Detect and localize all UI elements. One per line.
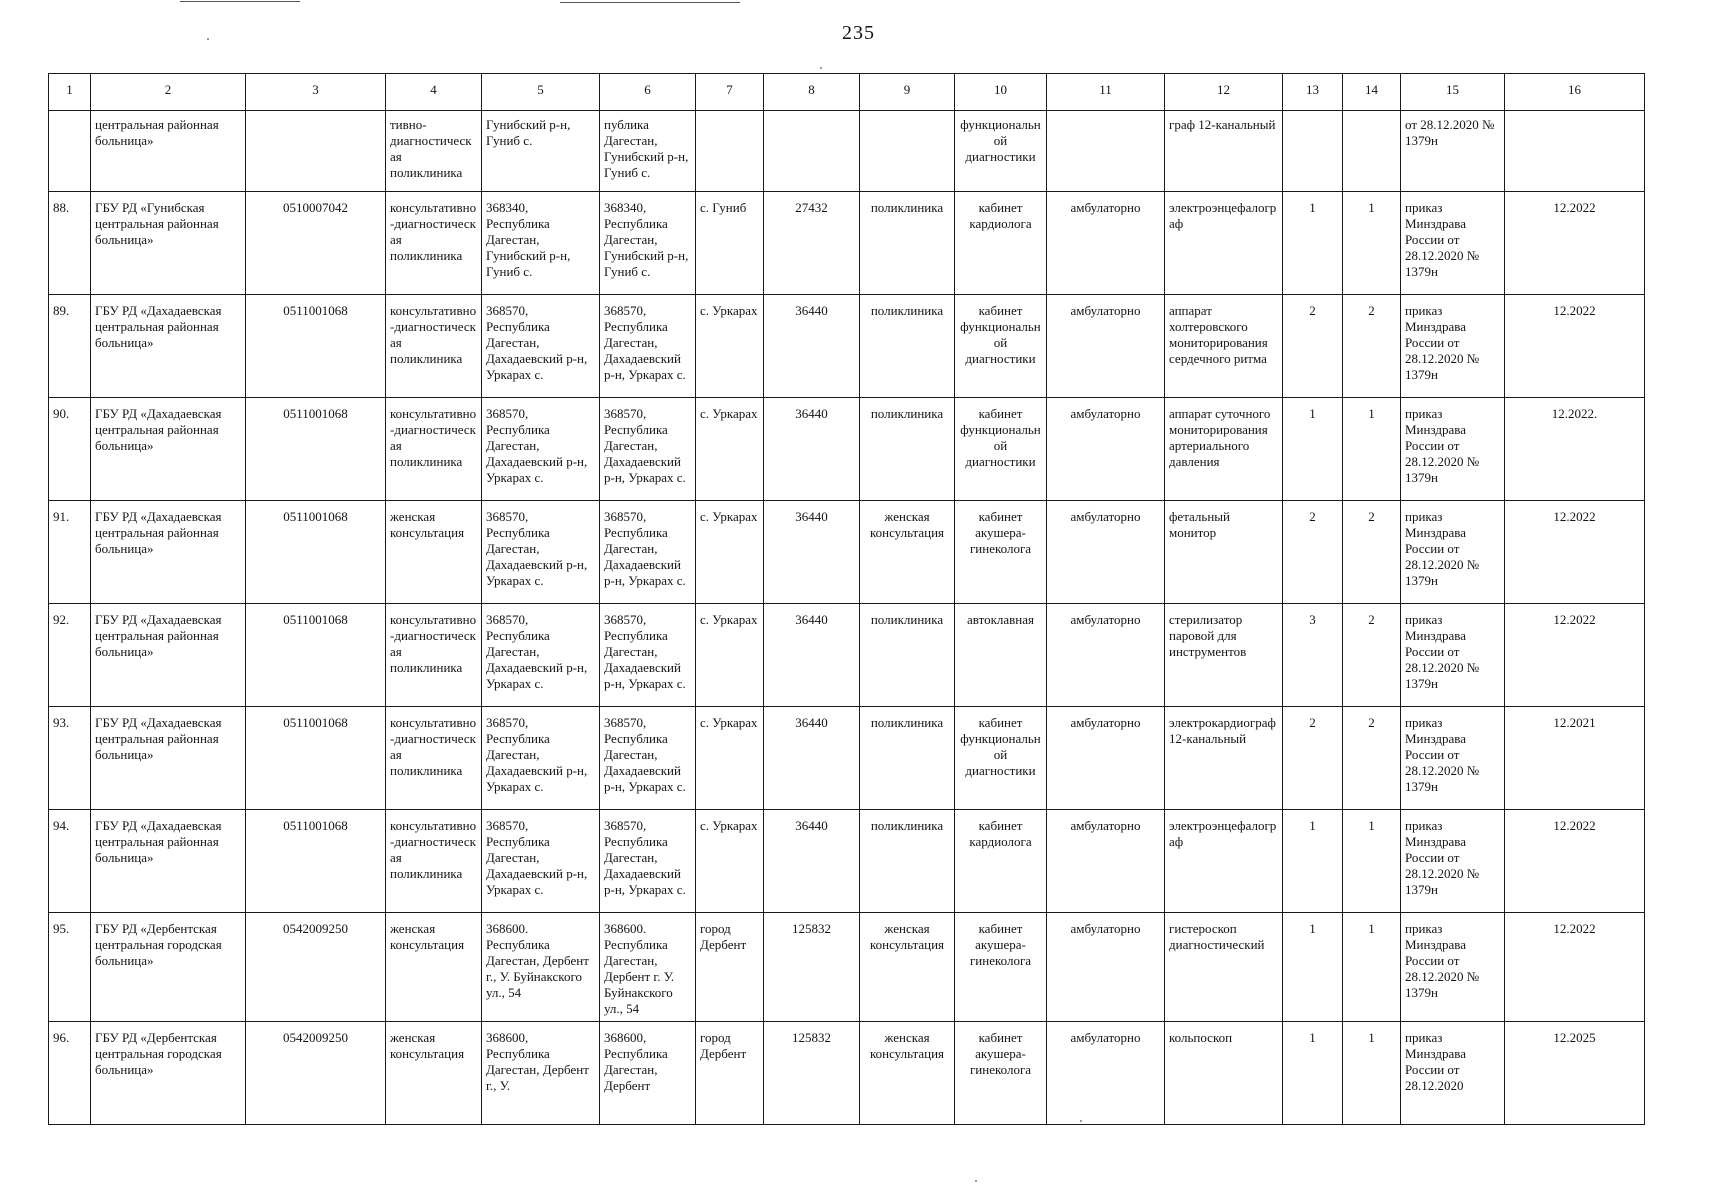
cell-department-type: женская консультация bbox=[860, 913, 955, 1022]
table-row bbox=[49, 295, 1645, 398]
scan-speck bbox=[207, 38, 209, 40]
cell-quantity-plan: 1 bbox=[1343, 398, 1401, 501]
cell-quantity-plan: 1 bbox=[1343, 192, 1401, 295]
cell-organization: ГБУ РД «Дахадаевская центральная районная больница» bbox=[91, 501, 246, 604]
cell-legal-address: 368570, Республика Дагестан, Дахадаевский р-н, Уркарах с. bbox=[482, 398, 600, 501]
table-row bbox=[49, 192, 1645, 295]
cell-department-type: поликлиника bbox=[860, 192, 955, 295]
cell-population: 125832 bbox=[764, 913, 860, 1022]
cell-equipment: электроэнцефалограф bbox=[1165, 192, 1283, 295]
cell-quantity-need: 2 bbox=[1283, 295, 1343, 398]
cell-organization: ГБУ РД «Дербентская центральная городская больница» bbox=[91, 913, 246, 1022]
cell-code: 0511001068 bbox=[246, 604, 386, 707]
cell-equipment: фетальный монитор bbox=[1165, 501, 1283, 604]
cell-department-type: поликлиника bbox=[860, 398, 955, 501]
cell-locality: с. Уркарах bbox=[696, 707, 764, 810]
column-number: 16 bbox=[1505, 74, 1645, 111]
page-number: 235 bbox=[842, 22, 875, 44]
column-number: 3 bbox=[246, 74, 386, 111]
cell-room: кабинет акушера-гинеколога bbox=[955, 1022, 1047, 1125]
cell-room: кабинет кардиолога bbox=[955, 192, 1047, 295]
cell-quantity-plan: 2 bbox=[1343, 295, 1401, 398]
cell-quantity-plan: 1 bbox=[1343, 810, 1401, 913]
cell-number bbox=[49, 111, 91, 192]
column-number: 1 bbox=[49, 74, 91, 111]
column-number: 4 bbox=[386, 74, 482, 111]
cell-organization: центральная районная больница» bbox=[91, 111, 246, 192]
cell-room: кабинет акушера-гинеколога bbox=[955, 913, 1047, 1022]
table-row bbox=[49, 1022, 1645, 1125]
column-number: 7 bbox=[696, 74, 764, 111]
cell-date: 12.2022 bbox=[1505, 192, 1645, 295]
cell-equipment: кольпоскоп bbox=[1165, 1022, 1283, 1125]
cell-date: 12.2022 bbox=[1505, 604, 1645, 707]
cell-locality: с. Уркарах bbox=[696, 810, 764, 913]
cell-code: 0542009250 bbox=[246, 913, 386, 1022]
table-row bbox=[49, 913, 1645, 1022]
cell-department-type: поликлиника bbox=[860, 810, 955, 913]
cell-quantity-need: 1 bbox=[1283, 810, 1343, 913]
cell-actual-address: публика Дагестан, Гунибский р-н, Гуниб с. bbox=[600, 111, 696, 192]
column-number: 14 bbox=[1343, 74, 1401, 111]
cell-actual-address: 368570, Республика Дагестан, Дахадаевский р-н, Уркарах с. bbox=[600, 295, 696, 398]
cell-population: 36440 bbox=[764, 501, 860, 604]
cell-basis: приказ Минздрава России от 28.12.2020 № 1379н bbox=[1401, 295, 1505, 398]
cell-organization: ГБУ РД «Дахадаевская центральная районная больница» bbox=[91, 398, 246, 501]
cell-basis: приказ Минздрава России от 28.12.2020 № 1379н bbox=[1401, 604, 1505, 707]
cell-locality: с. Уркарах bbox=[696, 295, 764, 398]
cell-equipment: стерилизатор паровой для инструментов bbox=[1165, 604, 1283, 707]
cell-actual-address: 368570, Республика Дагестан, Дахадаевский р-н, Уркарах с. bbox=[600, 810, 696, 913]
table-row bbox=[49, 810, 1645, 913]
cell-population: 27432 bbox=[764, 192, 860, 295]
cell-quantity-need: 1 bbox=[1283, 398, 1343, 501]
cell-department-type: женская консультация bbox=[860, 501, 955, 604]
cell-organization: ГБУ РД «Дахадаевская центральная районная больница» bbox=[91, 707, 246, 810]
cell-actual-address: 368570, Республика Дагестан, Дахадаевский р-н, Уркарах с. bbox=[600, 604, 696, 707]
cell-quantity-need: 2 bbox=[1283, 501, 1343, 604]
cell-number: 90. bbox=[49, 398, 91, 501]
cell-legal-address: 368570, Республика Дагестан, Дахадаевский р-н, Уркарах с. bbox=[482, 810, 600, 913]
cell-unit: женская консультация bbox=[386, 913, 482, 1022]
cell-unit: консультативно-диагностическая поликлиника bbox=[386, 810, 482, 913]
cell-locality: город Дербент bbox=[696, 1022, 764, 1125]
cell-care-form: амбулаторно bbox=[1047, 810, 1165, 913]
cell-quantity-need: 1 bbox=[1283, 192, 1343, 295]
cell-actual-address: 368600. Республика Дагестан, Дербент г. У. Буйнакского ул., 54 bbox=[600, 913, 696, 1022]
column-number: 9 bbox=[860, 74, 955, 111]
cell-quantity-plan bbox=[1343, 111, 1401, 192]
cell-basis: приказ Минздрава России от 28.12.2020 № 1379н bbox=[1401, 501, 1505, 604]
cell-organization: ГБУ РД «Дербентская центральная городская больница» bbox=[91, 1022, 246, 1125]
column-number: 15 bbox=[1401, 74, 1505, 111]
cell-unit: женская консультация bbox=[386, 1022, 482, 1125]
cell-organization: ГБУ РД «Гунибская центральная районная больница» bbox=[91, 192, 246, 295]
cell-department-type bbox=[860, 111, 955, 192]
cell-equipment: аппарат холтеровского мониторирования сердечного ритма bbox=[1165, 295, 1283, 398]
cell-organization: ГБУ РД «Дахадаевская центральная районная больница» bbox=[91, 295, 246, 398]
column-number: 2 bbox=[91, 74, 246, 111]
cell-quantity-need bbox=[1283, 111, 1343, 192]
cell-locality: с. Уркарах bbox=[696, 398, 764, 501]
cell-number: 88. bbox=[49, 192, 91, 295]
cell-locality bbox=[696, 111, 764, 192]
cell-room: автоклавная bbox=[955, 604, 1047, 707]
cell-number: 89. bbox=[49, 295, 91, 398]
cell-number: 94. bbox=[49, 810, 91, 913]
cell-date: 12.2022 bbox=[1505, 913, 1645, 1022]
cell-population: 36440 bbox=[764, 604, 860, 707]
cell-locality: город Дербент bbox=[696, 913, 764, 1022]
cell-room: кабинет акушера-гинеколога bbox=[955, 501, 1047, 604]
cell-department-type: поликлиника bbox=[860, 604, 955, 707]
cell-basis: приказ Минздрава России от 28.12.2020 bbox=[1401, 1022, 1505, 1125]
cell-legal-address: 368570, Республика Дагестан, Дахадаевский р-н, Уркарах с. bbox=[482, 295, 600, 398]
cell-code: 0510007042 bbox=[246, 192, 386, 295]
column-number: 8 bbox=[764, 74, 860, 111]
cell-number: 91. bbox=[49, 501, 91, 604]
cell-department-type: поликлиника bbox=[860, 295, 955, 398]
cell-quantity-plan: 2 bbox=[1343, 707, 1401, 810]
column-number: 12 bbox=[1165, 74, 1283, 111]
table-row-continuation bbox=[49, 111, 1645, 192]
cell-equipment: граф 12-канальный bbox=[1165, 111, 1283, 192]
cell-equipment: электроэнцефалограф bbox=[1165, 810, 1283, 913]
cell-care-form bbox=[1047, 111, 1165, 192]
cell-locality: с. Гуниб bbox=[696, 192, 764, 295]
cell-organization: ГБУ РД «Дахадаевская центральная районная больница» bbox=[91, 810, 246, 913]
cell-department-type: поликлиника bbox=[860, 707, 955, 810]
cell-care-form: амбулаторно bbox=[1047, 1022, 1165, 1125]
cell-legal-address: 368570, Республика Дагестан, Дахадаевский р-н, Уркарах с. bbox=[482, 604, 600, 707]
equipment-table bbox=[48, 73, 1645, 1125]
cell-basis: от 28.12.2020 № 1379н bbox=[1401, 111, 1505, 192]
cell-date bbox=[1505, 111, 1645, 192]
cell-code: 0511001068 bbox=[246, 707, 386, 810]
table-row bbox=[49, 604, 1645, 707]
cell-population: 36440 bbox=[764, 707, 860, 810]
cell-date: 12.2022. bbox=[1505, 398, 1645, 501]
cell-legal-address: 368340, Республика Дагестан, Гунибский р-н, Гуниб с. bbox=[482, 192, 600, 295]
cell-population: 36440 bbox=[764, 398, 860, 501]
cell-equipment: электрокардиограф 12-канальный bbox=[1165, 707, 1283, 810]
cell-date: 12.2022 bbox=[1505, 501, 1645, 604]
cell-population: 36440 bbox=[764, 810, 860, 913]
cell-population: 125832 bbox=[764, 1022, 860, 1125]
cell-quantity-need: 2 bbox=[1283, 707, 1343, 810]
scan-artifact bbox=[180, 1, 300, 2]
cell-unit: женская консультация bbox=[386, 501, 482, 604]
cell-organization: ГБУ РД «Дахадаевская центральная районная больница» bbox=[91, 604, 246, 707]
cell-room: функциональной диагностики bbox=[955, 111, 1047, 192]
cell-basis: приказ Минздрава России от 28.12.2020 № 1379н bbox=[1401, 810, 1505, 913]
cell-legal-address: 368570, Республика Дагестан, Дахадаевский р-н, Уркарах с. bbox=[482, 501, 600, 604]
cell-actual-address: 368340, Республика Дагестан, Гунибский р-н, Гуниб с. bbox=[600, 192, 696, 295]
scan-speck bbox=[975, 1180, 977, 1182]
cell-care-form: амбулаторно bbox=[1047, 913, 1165, 1022]
cell-number: 95. bbox=[49, 913, 91, 1022]
cell-actual-address: 368600, Республика Дагестан, Дербент bbox=[600, 1022, 696, 1125]
cell-quantity-need: 1 bbox=[1283, 913, 1343, 1022]
cell-basis: приказ Минздрава России от 28.12.2020 № 1379н bbox=[1401, 913, 1505, 1022]
cell-actual-address: 368570, Республика Дагестан, Дахадаевский р-н, Уркарах с. bbox=[600, 501, 696, 604]
column-number: 6 bbox=[600, 74, 696, 111]
cell-number: 93. bbox=[49, 707, 91, 810]
cell-basis: приказ Минздрава России от 28.12.2020 № 1379н bbox=[1401, 398, 1505, 501]
table-row bbox=[49, 501, 1645, 604]
cell-number: 92. bbox=[49, 604, 91, 707]
cell-unit: консультативно-диагностическая поликлиника bbox=[386, 192, 482, 295]
cell-locality: с. Уркарах bbox=[696, 501, 764, 604]
cell-actual-address: 368570, Республика Дагестан, Дахадаевский р-н, Уркарах с. bbox=[600, 707, 696, 810]
cell-care-form: амбулаторно bbox=[1047, 398, 1165, 501]
cell-equipment: аппарат суточного мониторирования артериального давления bbox=[1165, 398, 1283, 501]
cell-basis: приказ Минздрава России от 28.12.2020 № 1379н bbox=[1401, 192, 1505, 295]
cell-date: 12.2021 bbox=[1505, 707, 1645, 810]
cell-quantity-plan: 1 bbox=[1343, 1022, 1401, 1125]
cell-quantity-plan: 1 bbox=[1343, 913, 1401, 1022]
scan-speck bbox=[820, 67, 822, 69]
cell-unit: тивно-диагностическая поликлиника bbox=[386, 111, 482, 192]
cell-quantity-need: 1 bbox=[1283, 1022, 1343, 1125]
cell-code: 0511001068 bbox=[246, 501, 386, 604]
cell-care-form: амбулаторно bbox=[1047, 192, 1165, 295]
cell-quantity-plan: 2 bbox=[1343, 501, 1401, 604]
cell-equipment: гистероскоп диагностический bbox=[1165, 913, 1283, 1022]
cell-legal-address: 368570, Республика Дагестан, Дахадаевский р-н, Уркарах с. bbox=[482, 707, 600, 810]
cell-unit: консультативно-диагностическая поликлиника bbox=[386, 398, 482, 501]
column-number-row bbox=[49, 74, 1645, 111]
cell-date: 12.2022 bbox=[1505, 810, 1645, 913]
cell-quantity-plan: 2 bbox=[1343, 604, 1401, 707]
cell-basis: приказ Минздрава России от 28.12.2020 № 1379н bbox=[1401, 707, 1505, 810]
cell-code: 0511001068 bbox=[246, 398, 386, 501]
cell-code: 0542009250 bbox=[246, 1022, 386, 1125]
cell-care-form: амбулаторно bbox=[1047, 707, 1165, 810]
cell-department-type: женская консультация bbox=[860, 1022, 955, 1125]
column-number: 11 bbox=[1047, 74, 1165, 111]
cell-room: кабинет функциональной диагностики bbox=[955, 295, 1047, 398]
cell-locality: с. Уркарах bbox=[696, 604, 764, 707]
cell-population bbox=[764, 111, 860, 192]
table-row bbox=[49, 707, 1645, 810]
cell-room: кабинет функциональной диагностики bbox=[955, 398, 1047, 501]
cell-care-form: амбулаторно bbox=[1047, 604, 1165, 707]
cell-actual-address: 368570, Республика Дагестан, Дахадаевский р-н, Уркарах с. bbox=[600, 398, 696, 501]
table-row bbox=[49, 398, 1645, 501]
cell-quantity-need: 3 bbox=[1283, 604, 1343, 707]
scan-artifact bbox=[560, 2, 740, 3]
cell-room: кабинет функциональной диагностики bbox=[955, 707, 1047, 810]
cell-date: 12.2025 bbox=[1505, 1022, 1645, 1125]
column-number: 13 bbox=[1283, 74, 1343, 111]
cell-code bbox=[246, 111, 386, 192]
column-number: 5 bbox=[482, 74, 600, 111]
cell-number: 96. bbox=[49, 1022, 91, 1125]
cell-legal-address: 368600. Республика Дагестан, Дербент г., У. Буйнакского ул., 54 bbox=[482, 913, 600, 1022]
cell-care-form: амбулаторно bbox=[1047, 295, 1165, 398]
cell-unit: консультативно-диагностическая поликлиника bbox=[386, 707, 482, 810]
cell-code: 0511001068 bbox=[246, 295, 386, 398]
cell-code: 0511001068 bbox=[246, 810, 386, 913]
cell-population: 36440 bbox=[764, 295, 860, 398]
cell-room: кабинет кардиолога bbox=[955, 810, 1047, 913]
column-number: 10 bbox=[955, 74, 1047, 111]
cell-unit: консультативно-диагностическая поликлиника bbox=[386, 604, 482, 707]
cell-care-form: амбулаторно bbox=[1047, 501, 1165, 604]
cell-date: 12.2022 bbox=[1505, 295, 1645, 398]
cell-unit: консультативно-диагностическая поликлиника bbox=[386, 295, 482, 398]
cell-legal-address: 368600, Республика Дагестан, Дербент г., У. bbox=[482, 1022, 600, 1125]
cell-legal-address: Гунибский р-н, Гуниб с. bbox=[482, 111, 600, 192]
